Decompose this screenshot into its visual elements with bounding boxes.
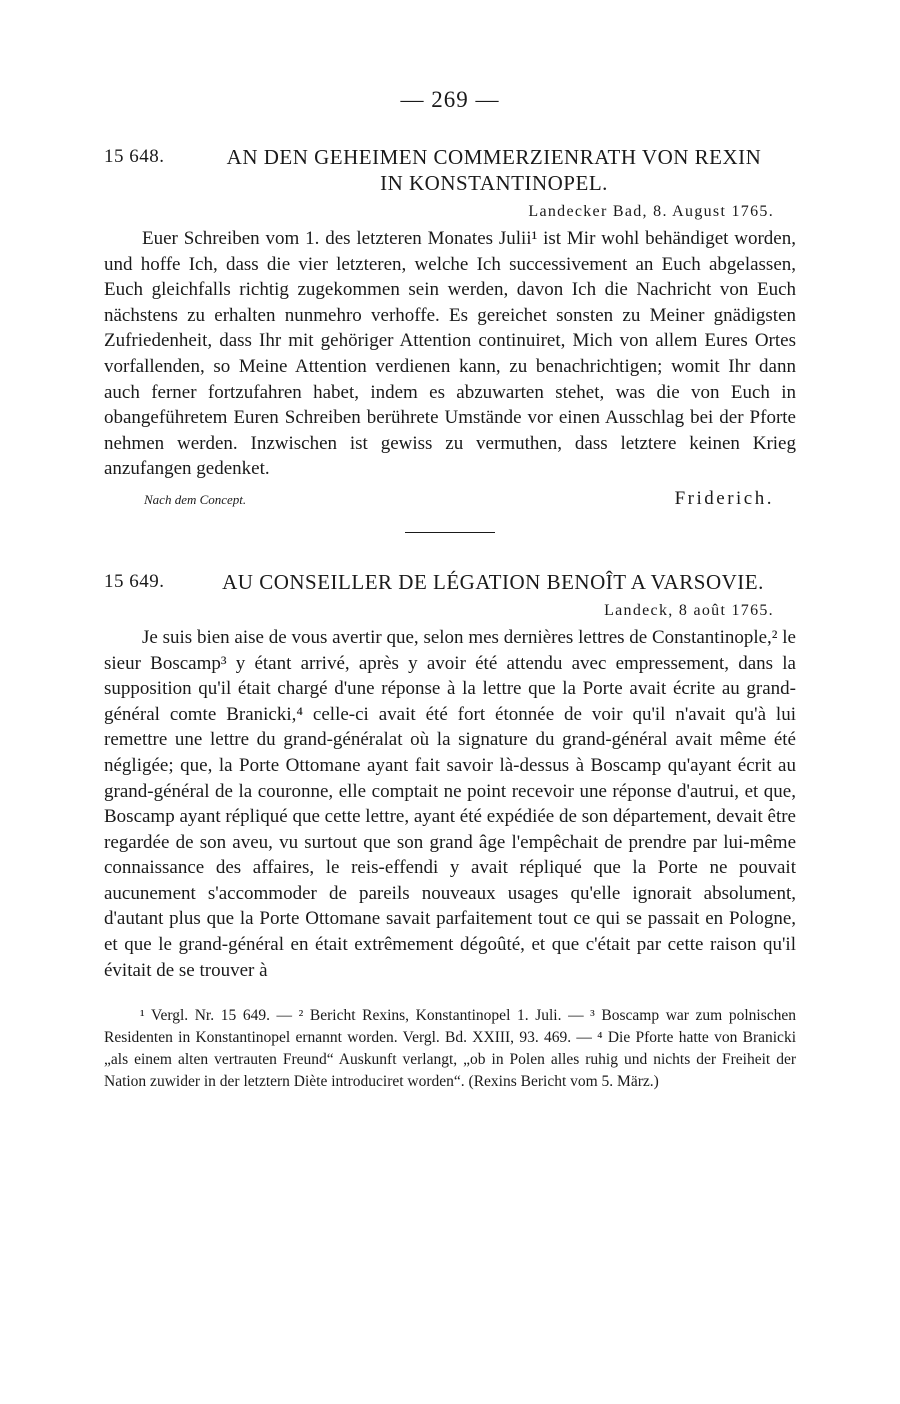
section-divider [405,532,495,533]
letter-heading [104,144,796,196]
letter-date: Landecker Bad, 8. August 1765. [528,203,774,220]
footnotes: ¹ Vergl. Nr. 15 649. — ² Bericht Rexins, Konstantinopel 1. Juli. — ³ Boscamp war zum polnischen Residenten in Konstantinopel ernannt worden. Vergl. Bd. XXIII, 93. 469. — ⁴ Die Pforte hatte von Branicki „als einem alten vertrauten Freund“ Auskunft verlangt, „ob in Polen alles ruhig und nichts der Freiheit der Nation zuwider in der letztern Diète introduciret worden“. (Rexins Bericht vom 5. März.) [104,1007,796,1091]
page-number: — 269 — [400,87,500,112]
letter-body: Je suis bien aise de vous avertir que, selon mes dernières lettres de Constantinople,² le sieur Boscamp³ y étant arrivé, après y avoir été attendu avec empressement, dans la supposition qu'il était chargé d'une réponse à la lettre que la Porte avait écrite au grand-général comte Branicki,⁴ celle-ci avait été fort étonnée de voir qu'il n'avait qu'à lui remettre une lettre du grand-généralat où la signature du grand-général avait même été négligée; que, la Porte Ottomane ayant fait savoir là-dessus à Boscamp qu'ayant écrit au grand-général de la couronne, elle comptait ne point recevoir une réponse d'autrui, et que, Boscamp ayant répliqué que cette lettre, ayant été expédiée de son département, devait être regardée de son aveu, vu surtout que son grand âge l'empêchait de prendre par lui-même connaissance des affaires, le reis-effendi y avait répliqué que la Porte ne pouvait aucunement s'accommoder de pareils nouveaux usages qu'elle ignorait absolument, d'autant plus que la Porte Ottomane savait parfaitement tout ce qui se passait en Pologne, et que le grand-général en était extrêmement dégoûté, et que c'était par cette raison qu'il évitait de se trouver à [104,626,796,981]
letter-body: Euer Schreiben vom 1. des letzteren Monates Julii¹ ist Mir wohl behändiget worden, und hoffe Ich, dass die vier letzteren, welche Ich successivement an Euch abgelassen, Euch gleichfalls richtig zugekommen sein werden, davon Ich die Nachricht von Euch nächstens zu erhalten nunmehro verhoffe. Es gereichet sonsten zu Meiner gnädigsten Zufriedenheit, dass Ihr mit gehöriger Attention continuiret, Mich von allem Eures Ortes vorfallenden, so Meine Attention verdienen kann, zu benachrichtigen; womit Ihr dann auch ferner fortzufahren habet, indem es abzuwarten stehet, was die von Euch in obangeführetem Euren Schreiben berührete Umstände vor einen Ausschlag bei der Pforte nehmen werden. Inzwischen ist gewiss zu vermuthen, dass letztere keinen Krieg anzufangen gedenket. [104,228,796,480]
signature: Friderich. [674,487,774,509]
letter-title [190,569,796,595]
letter-date: Landeck, 8 août 1765. [604,601,774,619]
letter-number: 15 649. [104,570,165,592]
document-page [104,80,796,1093]
source-note: Nach dem Concept. [144,491,247,507]
letter-closing [104,488,796,510]
letter-title [192,144,796,196]
letter-title-line: AN DEN GEHEIMEN COMMERZIENRATH VON REXIN [226,145,762,169]
letter-heading [104,569,796,595]
letter-title-line: AU CONSEILLER DE LÉGATION BENOÎT A VARSOVIE. [222,569,764,594]
letter-title-line: IN KONSTANTINOPEL. [380,171,608,195]
letter-number: 15 648. [104,146,165,167]
